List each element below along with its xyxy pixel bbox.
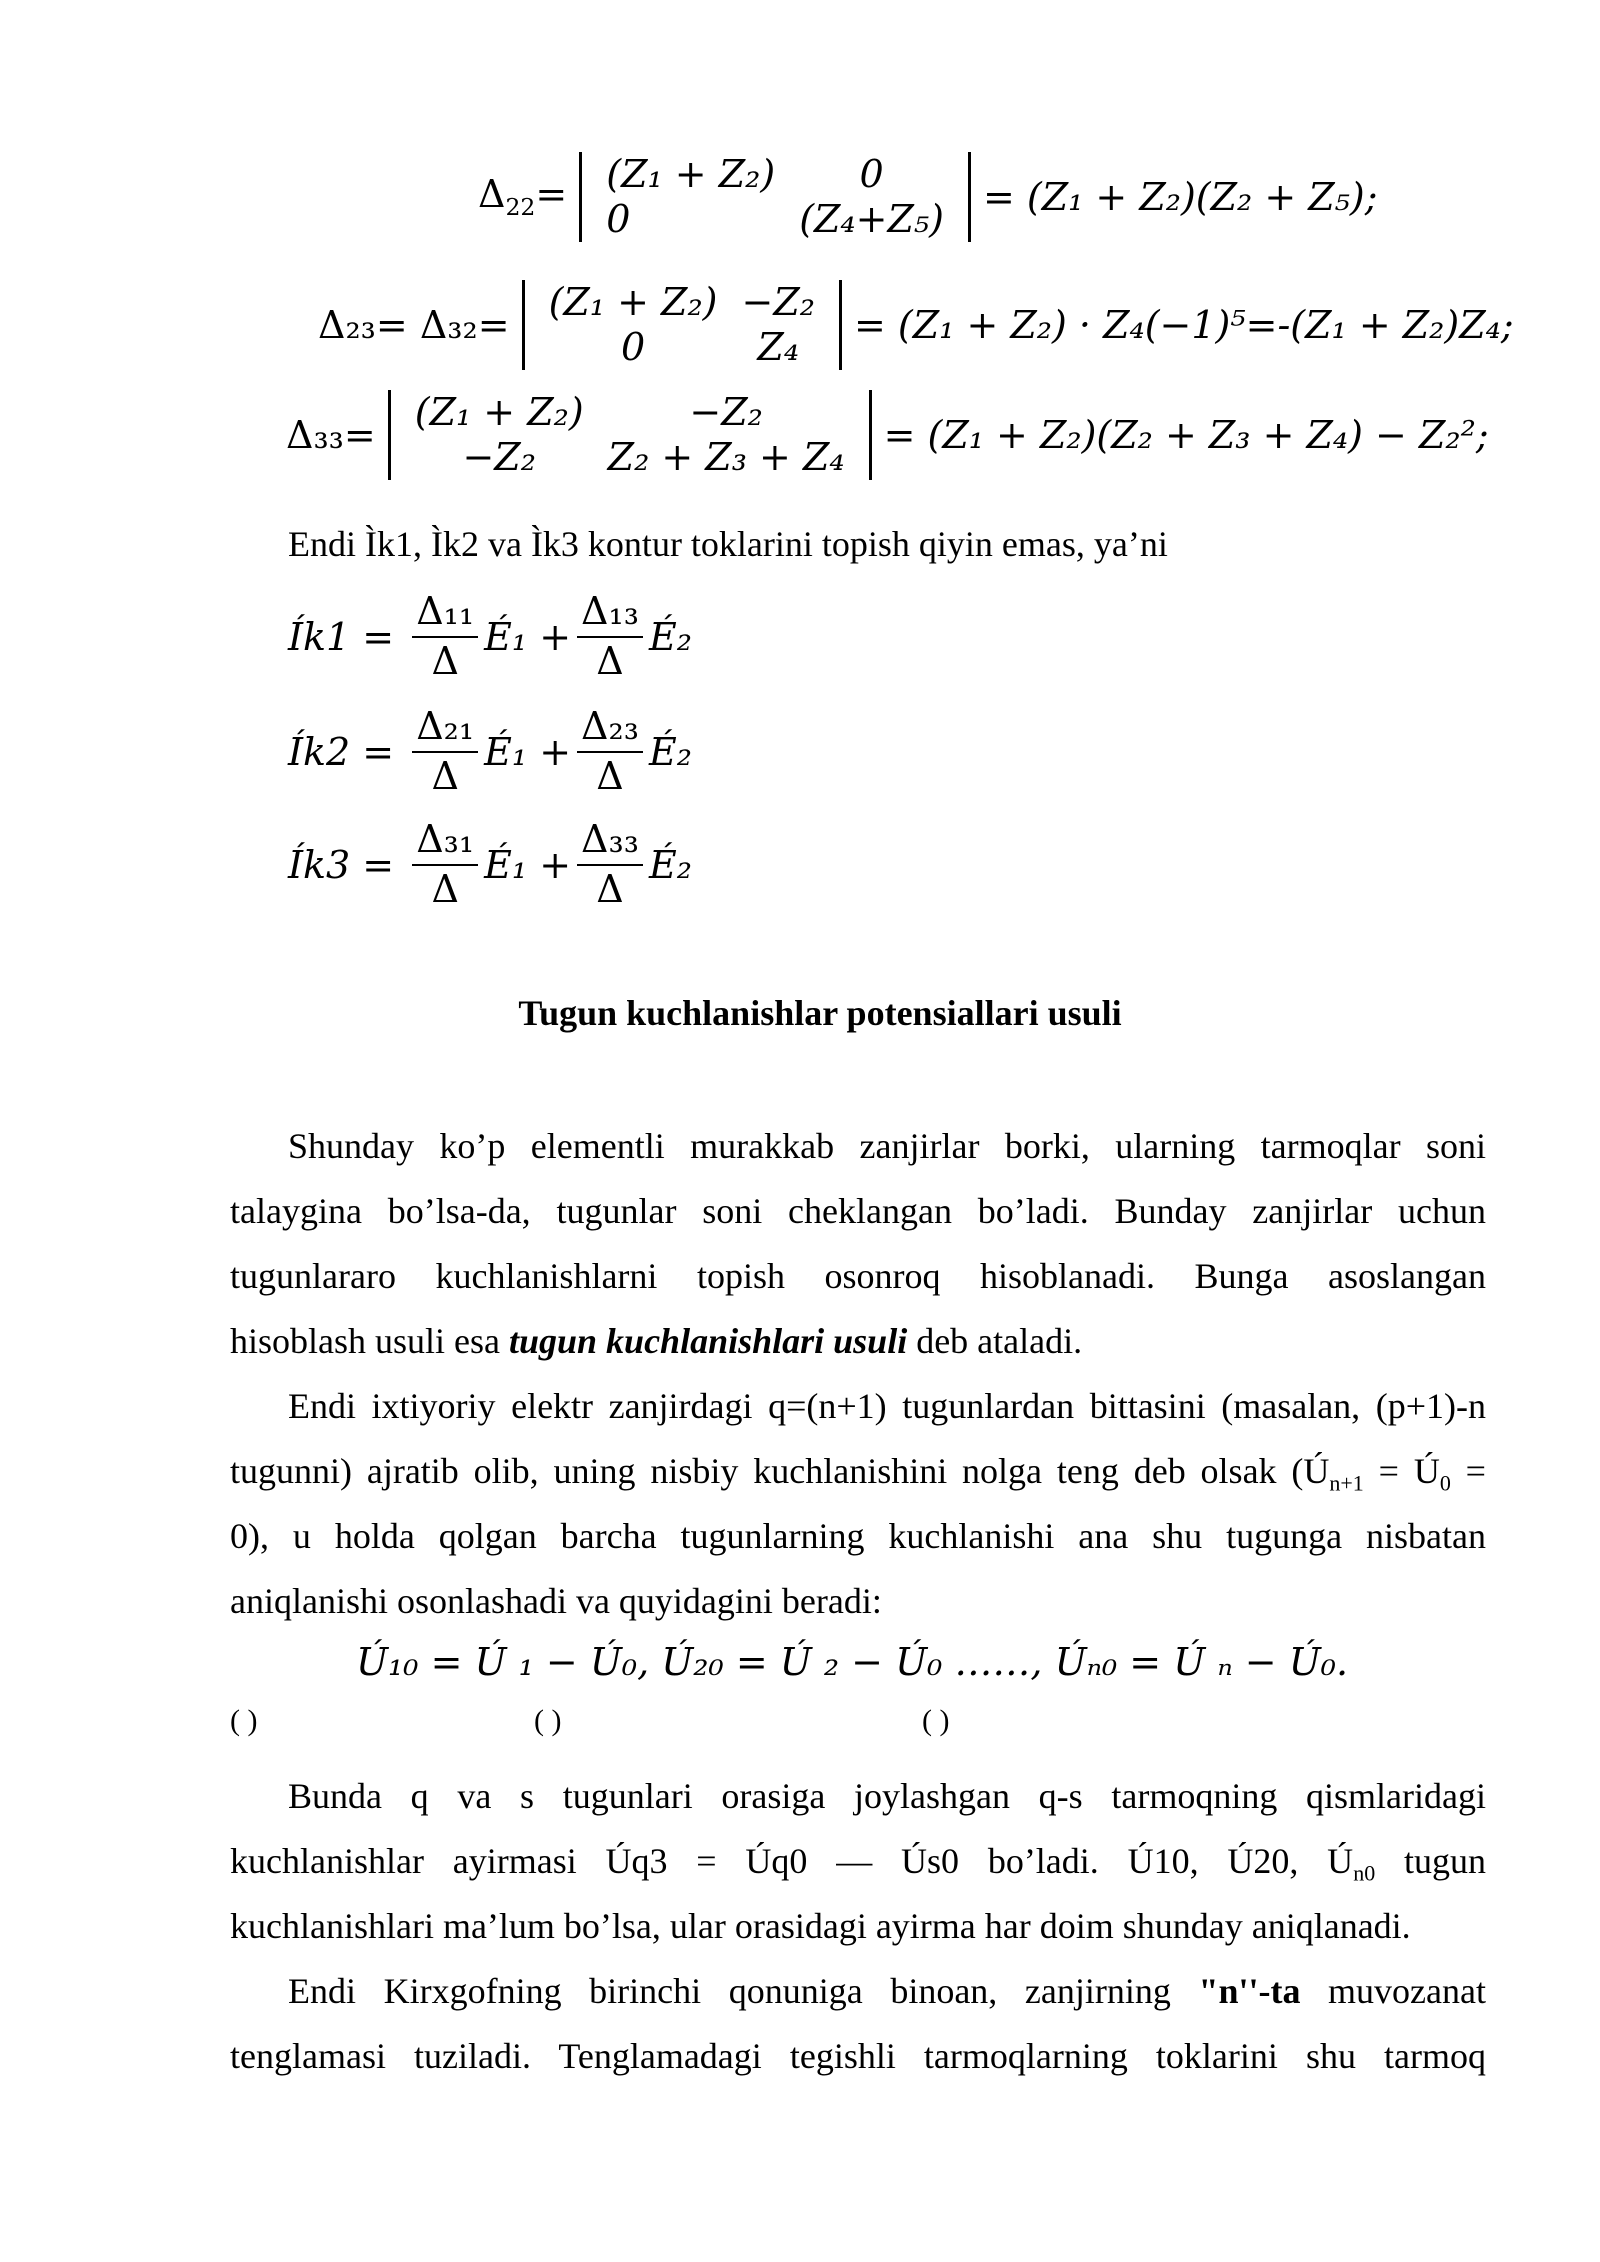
formula-delta23 <box>318 280 1514 370</box>
fraction-denominator: Δ <box>596 866 624 911</box>
paragraph-line: Shunday ko’p elementli murakkab zanjirlar borki, ularning tarmoqlar soni <box>288 1126 1486 1166</box>
delta22-result: = (Z₁ + Z₂)(Z₂ + Z₅); <box>982 174 1378 219</box>
formula-ik3: Ík3 = $\frac{\text{Δ₃₁}}{\Delta}$ É₁ + $\frac{\text{Δ₃₃}}{\Delta}$ É₂ <box>288 817 692 911</box>
fraction <box>412 590 478 683</box>
text-run: = <box>1450 1451 1486 1491</box>
delta33-matrix <box>388 390 872 480</box>
delta23-result: = (Z₁ + Z₂) · Z₄(−1)⁵=-(Z₁ + Z₂)Z₄; <box>853 302 1514 347</box>
matrix-cell: (Z₁ + Z₂) <box>414 390 584 434</box>
subscript: n0 <box>1353 1860 1376 1886</box>
equation-number: ( ) <box>230 1704 258 1737</box>
fraction <box>412 705 478 798</box>
delta23-label: Δ₂₃= Δ₃₂= <box>318 302 510 347</box>
subscript: n+1 <box>1329 1470 1364 1496</box>
intro-line: Endi Ìk1, Ìk2 va Ìk3 kontur toklarini topish qiyin emas, ya’ni <box>288 524 1168 564</box>
fraction-numerator: Δ₂₃ <box>577 705 643 753</box>
formula-ik2: Ík2 = $\frac{\text{Δ₂₁}}{\Delta}$ É₁ + $\frac{\text{Δ₂₃}}{\Delta}$ É₂ <box>288 704 692 798</box>
fraction-denominator: Δ <box>431 638 459 683</box>
delta23-matrix <box>522 280 842 370</box>
delta22-label: $\Delta_{22}=$ <box>478 172 568 222</box>
matrix-cell: (Z₁ + Z₂) <box>548 280 718 324</box>
fraction-numerator: Δ₁₃ <box>577 590 643 638</box>
fraction <box>577 818 643 911</box>
emf-term: É₁ <box>484 614 528 659</box>
text-run: deb ataladi. <box>907 1321 1083 1361</box>
paragraph-line <box>230 1837 1486 1898</box>
emphasized-term: tugun kuchlanishlari usuli <box>508 1321 908 1361</box>
paragraph-line: talaygina bo’lsa-da, tugunlar soni cheklangan bo’ladi. Bunday zanjirlar uchun <box>230 1191 1486 1231</box>
fraction-numerator: Δ₃₃ <box>577 818 643 866</box>
matrix-cell: 0 <box>606 196 631 241</box>
text-run: tugun <box>1375 1841 1486 1881</box>
fraction-numerator: Δ₂₁ <box>412 705 478 753</box>
matrix-cell: 0 <box>859 152 884 196</box>
matrix-cell: Z₄ <box>757 324 800 369</box>
text-run: = Ú <box>1363 1451 1440 1491</box>
fraction-denominator: Δ <box>431 866 459 911</box>
matrix-cell: −Z₂ <box>741 280 815 324</box>
emf-term: É₂ <box>648 729 692 774</box>
text-run: kuchlanishlar ayirmasi Úq3 = Úq0 — Ús0 bo’ladi. Ú10, Ú20, Ú <box>230 1841 1354 1881</box>
emf-term: É₁ <box>484 729 528 774</box>
paragraph-line: 0), u holda qolgan barcha tugunlarning kuchlanishi ana shu tugunga nisbatan <box>230 1516 1486 1556</box>
delta22-matrix <box>579 152 971 242</box>
fraction-denominator: Δ <box>596 638 624 683</box>
matrix-cell: (Z₄+Z₅) <box>799 196 944 241</box>
fraction-denominator: Δ <box>596 753 624 798</box>
paragraph-line: aniqlanishi osonlashadi va quyidagini beradi: <box>230 1581 882 1621</box>
emf-term: É₁ <box>484 842 528 887</box>
paragraph-line: tugunlararo kuchlanishlarni topish osonroq hisoblanadi. Bunga asoslangan <box>230 1256 1486 1296</box>
formula-ik1: Ík1 = $\frac{\text{Δ₁₁}}{\Delta}$ É₁ + $\frac{\text{Δ₁₃}}{\Delta}$ É₂ <box>288 589 692 683</box>
paragraph-line <box>230 1447 1486 1508</box>
matrix-cell: (Z₁ + Z₂) <box>606 152 776 196</box>
fraction <box>412 818 478 911</box>
ik3-lhs: Ík3 <box>288 842 351 887</box>
delta33-label: Δ₃₃= <box>286 412 376 457</box>
paragraph-line: tenglamasi tuziladi. Tenglamadagi tegishli tarmoqlarning toklarini shu tarmoq <box>230 2036 1486 2076</box>
matrix-cell: 0 <box>620 324 646 369</box>
emf-term: É₂ <box>648 614 692 659</box>
matrix-cell: −Z₂ <box>462 434 536 479</box>
fraction-denominator: Δ <box>431 753 459 798</box>
text-run: tugunni) ajratib olib, uning nisbiy kuchlanishini nolga teng deb olsak (Ú <box>230 1451 1330 1491</box>
matrix-cell: −Z₂ <box>689 390 763 434</box>
formula-node-voltages: Ú₁₀ = Ú ₁ − Ú₀, Ú₂₀ = Ú ₂ − Ú₀ ……, Úₙ₀ = Ú ₙ − Ú₀. <box>356 1640 1349 1684</box>
subscript: 0 <box>1439 1470 1451 1496</box>
paragraph-line: Bunda q va s tugunlari orasiga joylashgan q-s tarmoqning qismlaridagi <box>288 1776 1486 1816</box>
ik2-lhs: Ík2 <box>288 729 351 774</box>
fraction-numerator: Δ₃₁ <box>412 818 478 866</box>
ik1-lhs: Ík1 <box>288 614 351 659</box>
paragraph-line <box>288 1967 1486 2015</box>
paragraph-line: kuchlanishlari ma’lum bo’lsa, ular orasidagi ayirma har doim shunday aniqlanadi. <box>230 1906 1411 1946</box>
text-run: Endi Kirxgofning birinchi qonuniga binoan, zanjirning <box>288 1971 1199 2011</box>
text-run: muvozanat <box>1300 1971 1486 2011</box>
section-heading: Tugun kuchlanishlar potensiallari usuli <box>518 993 1122 1033</box>
fraction <box>577 705 643 798</box>
text-run: hisoblash usuli esa <box>230 1321 509 1361</box>
fraction <box>577 590 643 683</box>
matrix-cell: Z₂ + Z₃ + Z₄ <box>607 434 845 479</box>
paragraph-line <box>230 1317 1486 1365</box>
emf-term: É₂ <box>648 842 692 887</box>
paragraph-line: Endi ixtiyoriy elektr zanjirdagi q=(n+1) tugunlardan bittasini (masalan, (p+1)-n <box>288 1386 1486 1426</box>
formula-delta33 <box>286 390 1489 480</box>
fraction-numerator: Δ₁₁ <box>412 590 478 638</box>
formula-delta22 <box>478 152 1378 242</box>
delta33-result: = (Z₁ + Z₂)(Z₂ + Z₃ + Z₄) − Z₂²; <box>883 412 1489 457</box>
equation-number: ( ) <box>922 1704 950 1737</box>
bold-term: "n''-ta <box>1198 1971 1301 2011</box>
equation-number: ( ) <box>534 1704 562 1737</box>
